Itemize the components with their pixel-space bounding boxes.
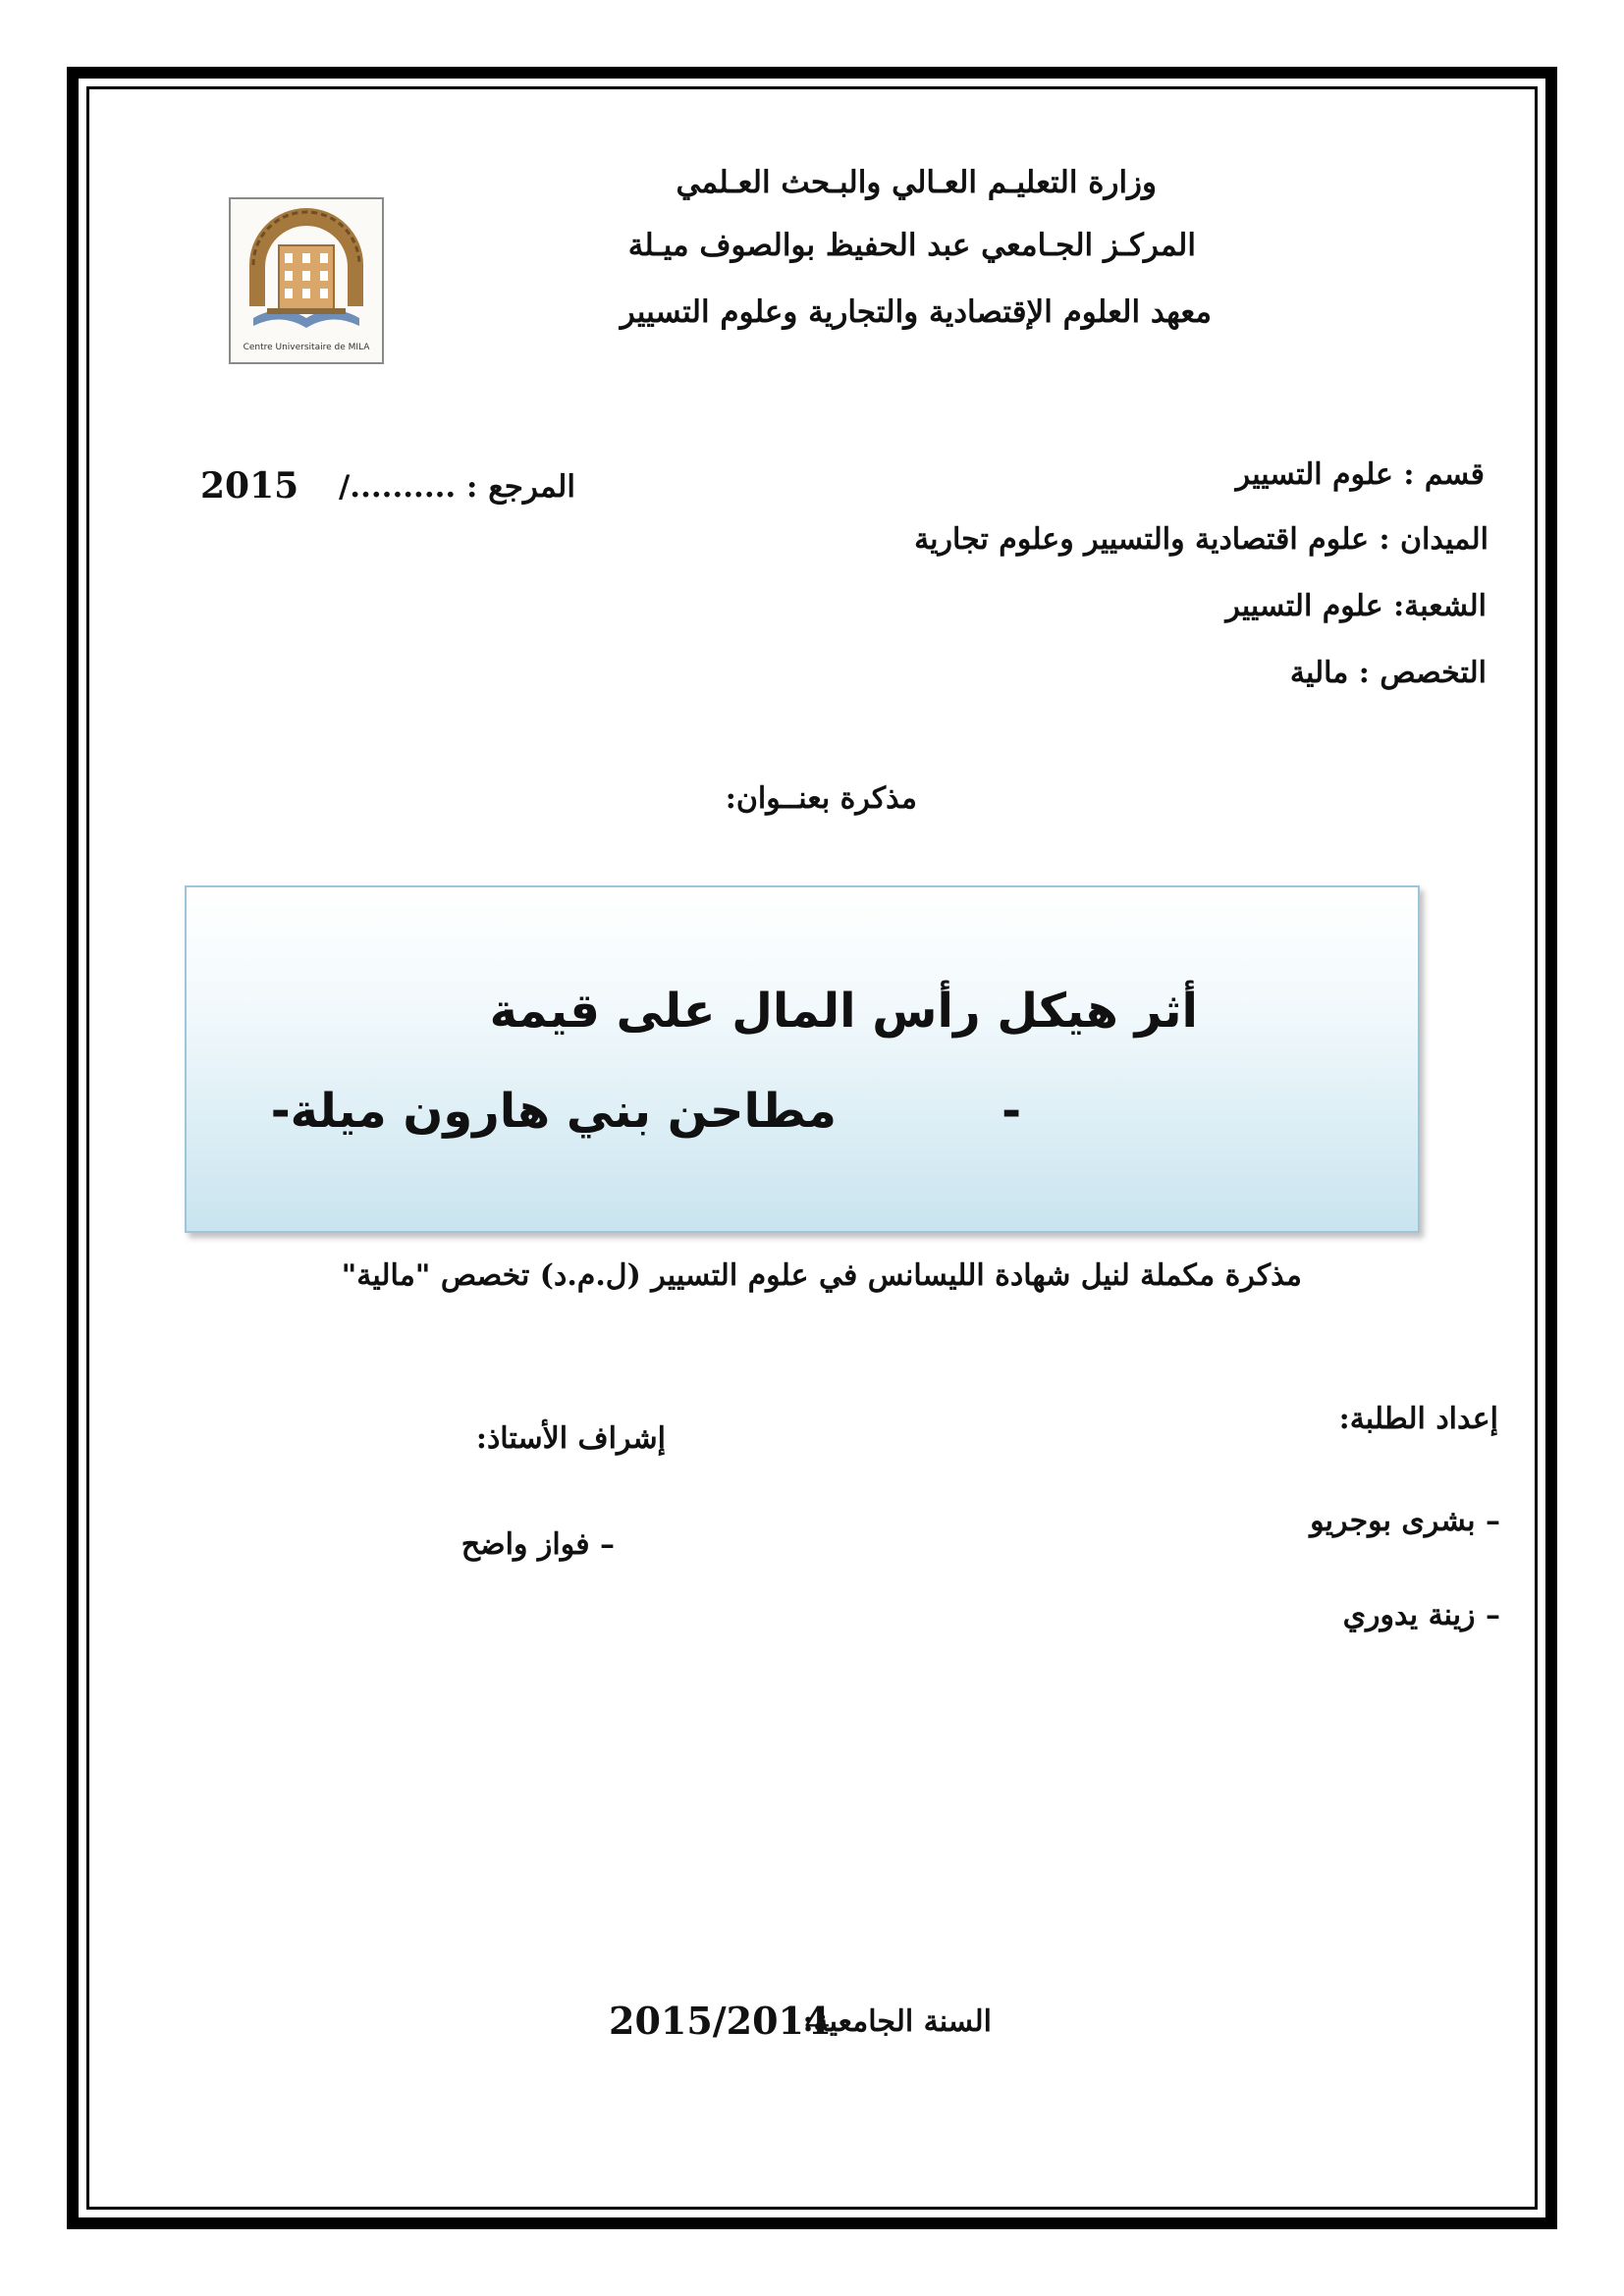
- students-label: إعداد الطلبة:: [1338, 1402, 1498, 1436]
- supervisor-label: إشراف الأستاذ:: [475, 1421, 666, 1456]
- institute-name: معهد العلوم الإقتصادية والتجارية وعلوم التسيير: [620, 294, 1212, 330]
- supervisor-name: – فواز واضح: [460, 1527, 615, 1562]
- logo-caption: Centre Universitaire de MILA: [243, 343, 370, 352]
- reference-year: 2015: [200, 465, 299, 507]
- university-center-name: المركـز الجـامعي عبد الحفيظ بوالصوف ميـلة: [627, 228, 1196, 263]
- field: الميدان : علوم اقتصادية والتسيير وعلوم تجارية: [914, 522, 1489, 557]
- university-logo: [228, 196, 385, 365]
- title-dash: -: [1001, 1084, 1021, 1139]
- academic-year-label: السنة الجامعية:: [802, 2004, 992, 2039]
- academic-year-value: 2015/2014: [609, 1999, 831, 2043]
- branch: الشعبة: علوم التسيير: [1225, 589, 1487, 623]
- memo-label: مذكرة بعنــوان:: [725, 781, 917, 816]
- department: قسم : علوم التسيير: [1235, 457, 1485, 492]
- title-box: [185, 885, 1420, 1233]
- ministry-name: وزارة التعليـم العـالي والبـحث العـلمي: [676, 165, 1157, 200]
- reference-label: المرجع : ........../: [338, 469, 575, 505]
- specialty: التخصص : مالية: [1289, 656, 1487, 690]
- title-line-1: أثر هيكل رأس المال على قيمة: [489, 984, 1198, 1039]
- title-line-2: مطاحن بني هارون ميلة-: [270, 1084, 837, 1139]
- student-name-1: – بشرى بوجريو: [1310, 1504, 1500, 1538]
- subtitle: مذكرة مكملة لنيل شهادة الليسانس في علوم التسيير (ل.م.د) تخصص "مالية": [341, 1258, 1302, 1293]
- student-name-2: – زينة يدوري: [1342, 1598, 1500, 1632]
